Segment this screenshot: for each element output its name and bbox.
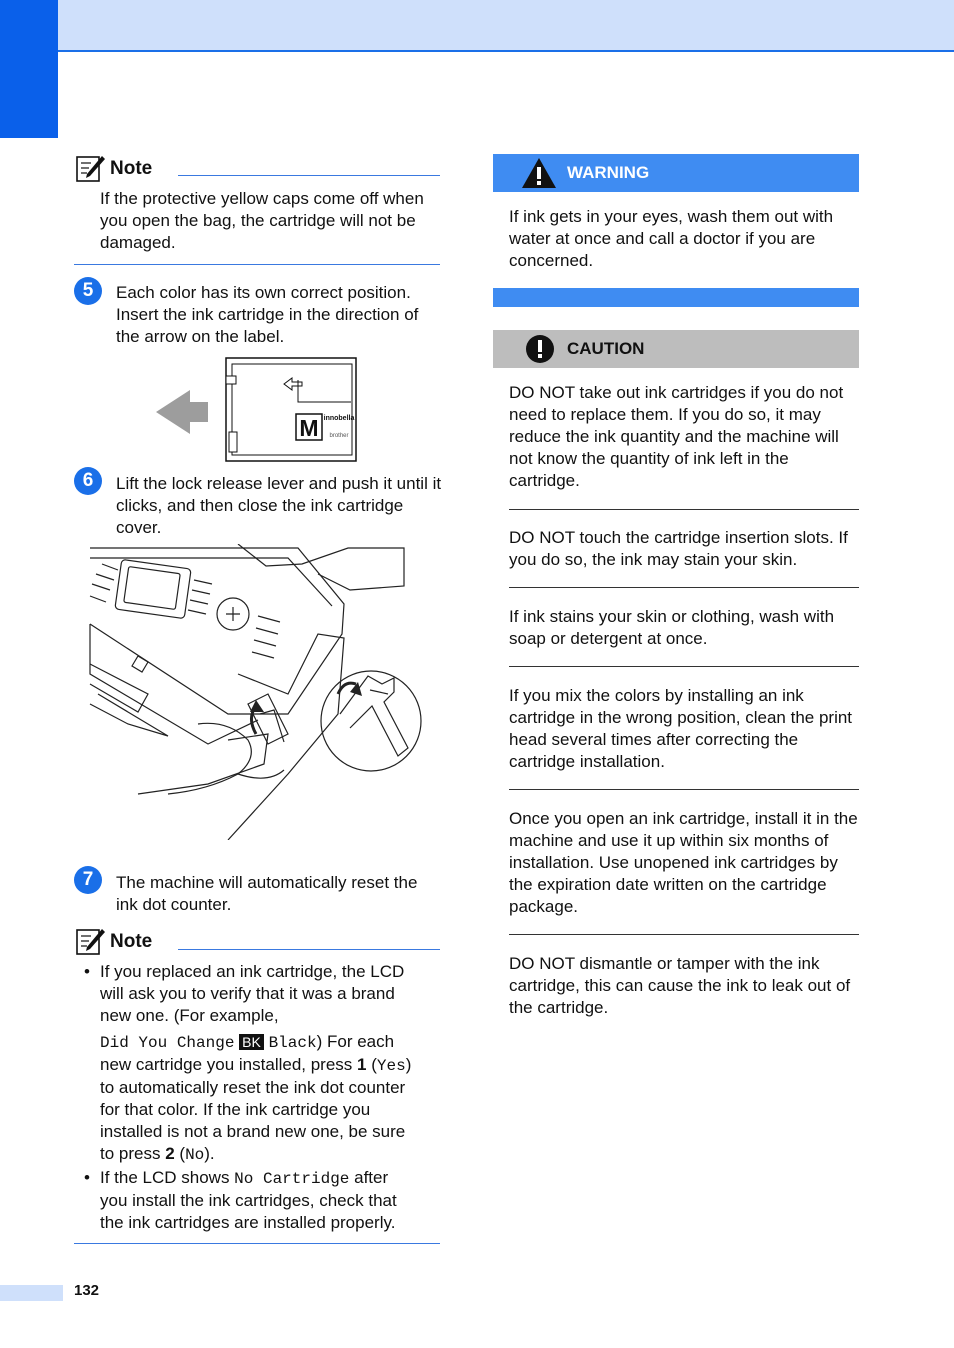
step-5-text: Each color has its own correct position. Insert the ink cartridge in the direction of the arrow on the label. (116, 283, 419, 346)
caution-divider (509, 789, 859, 790)
insert-direction-arrow-icon (156, 390, 208, 434)
note-pencil-icon (76, 927, 106, 957)
note-heading (76, 154, 152, 184)
header-band (0, 0, 954, 52)
cartridge-brand-innobella: innobella (323, 415, 355, 422)
note-rule (178, 949, 440, 950)
caution-item: DO NOT take out ink cartridges if you do not need to replace them. If you do so, it may reduce the ink quantity and the machine will not know the quantity of ink left in the cartridge. (509, 383, 844, 490)
black-ink-badge: BK (239, 1034, 264, 1050)
lcd-message: Did You Change (100, 1034, 235, 1052)
cartridge-color-letter: M (299, 415, 319, 441)
caution-divider (509, 509, 859, 510)
lcd-no: No (185, 1146, 205, 1164)
warning-end-bar (493, 288, 859, 307)
note-label: Note (110, 931, 153, 952)
note-2-bullet-1: If you replaced an ink cartridge, the LCD will ask you to verify that it was a brand new one. (For example, Did You Change BK Black) For each new cartridge you installed, press 1 (Yes) to automatically reset the ink dot counter for that color. If the ink cartridge you installed is not a brand new one, be sure to press 2 (No). (100, 962, 412, 1164)
lcd-message-color: Black (268, 1034, 317, 1052)
note-2-bullet-2: If the LCD shows No Cartridge after you install the ink cartridges, check that the ink cartridges are installed properly. (100, 1168, 397, 1232)
step-number-5: 5 (74, 277, 102, 305)
chapter-tab (0, 0, 58, 138)
note-end-rule (74, 264, 440, 265)
lcd-yes: Yes (376, 1057, 406, 1075)
step-6-text: Lift the lock release lever and push it until it clicks, and then close the ink cartridge cover. (116, 474, 442, 537)
note-heading-2 (76, 927, 152, 957)
caution-exclamation-icon (525, 334, 555, 364)
caution-item: DO NOT touch the cartridge insertion slots. If you do so, the ink may stain your skin. (509, 528, 848, 569)
warning-triangle-icon (521, 157, 557, 189)
step-number-7: 7 (74, 866, 102, 894)
warning-bar (493, 154, 859, 192)
bullet-dot: • (84, 1168, 90, 1187)
warning-label: WARNING (567, 163, 650, 182)
cartridge-illustration (150, 356, 362, 464)
page-tab (0, 1285, 63, 1301)
bullet-dot: • (84, 962, 90, 981)
cartridge-brand-brother: brother (329, 433, 349, 439)
key-1: 1 (357, 1055, 367, 1074)
page-number: 132 (74, 1282, 100, 1299)
note-label: Note (110, 158, 153, 179)
step-number-6: 6 (74, 467, 102, 495)
lcd-no-cartridge: No Cartridge (234, 1170, 350, 1188)
printer-lever-illustration (88, 544, 428, 840)
caution-divider (509, 666, 859, 667)
note-rule (178, 175, 440, 176)
note-text: If the protective yellow caps come off when you open the bag, the cartridge will not be damaged. (100, 189, 424, 252)
caution-item: If you mix the colors by installing an ink cartridge in the wrong position, clean the print head several times after correcting the cartridge installation. (509, 686, 853, 771)
caution-item: DO NOT dismantle or tamper with the ink cartridge, this can cause the ink to leak out of the cartridge. (509, 954, 851, 1017)
step-7-text: The machine will automatically reset the ink dot counter. (116, 873, 418, 914)
warning-text: If ink gets in your eyes, wash them out with water at once and call a doctor if you are concerned. (509, 207, 834, 270)
key-2: 2 (165, 1144, 175, 1163)
caution-label: CAUTION (567, 339, 645, 358)
caution-bar (493, 330, 859, 368)
caution-item: If ink stains your skin or clothing, wash with soap or detergent at once. (509, 607, 835, 648)
note-pencil-icon (76, 154, 106, 184)
note-end-rule (74, 1243, 440, 1244)
caution-item: Once you open an ink cartridge, install it in the machine and use it up within six months of installation. Use unopened ink cartridges by the expiration date written on the cartridge package. (509, 809, 858, 916)
caution-divider (509, 934, 859, 935)
caution-divider (509, 587, 859, 588)
